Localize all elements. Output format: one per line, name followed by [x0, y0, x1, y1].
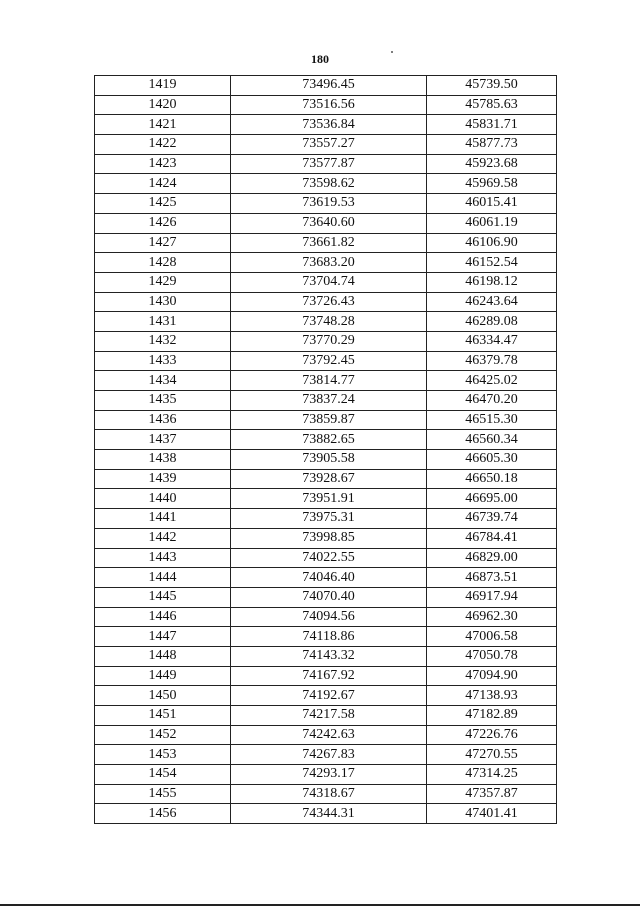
- x-coordinate-cell: 74022.55: [231, 548, 427, 568]
- point-id-cell: 1448: [95, 646, 231, 666]
- x-coordinate-cell: 73704.74: [231, 272, 427, 292]
- point-id-cell: 1445: [95, 587, 231, 607]
- bottom-frame-line: [0, 904, 640, 906]
- x-coordinate-cell: 73814.77: [231, 371, 427, 391]
- y-coordinate-cell: 46515.30: [427, 410, 557, 430]
- table-row: [95, 686, 557, 706]
- table-row: [95, 745, 557, 765]
- x-coordinate-cell: 73998.85: [231, 528, 427, 548]
- point-id-cell: 1422: [95, 135, 231, 155]
- y-coordinate-cell: 45877.73: [427, 135, 557, 155]
- y-coordinate-cell: 47226.76: [427, 725, 557, 745]
- x-coordinate-cell: 73770.29: [231, 331, 427, 351]
- x-coordinate-cell: 73975.31: [231, 509, 427, 529]
- table-row: [95, 312, 557, 332]
- table-row: [95, 706, 557, 726]
- y-coordinate-cell: 47401.41: [427, 804, 557, 824]
- table-row: [95, 331, 557, 351]
- point-id-cell: 1428: [95, 253, 231, 273]
- table-row: [95, 194, 557, 214]
- x-coordinate-cell: 73748.28: [231, 312, 427, 332]
- point-id-cell: 1433: [95, 351, 231, 371]
- point-id-cell: 1431: [95, 312, 231, 332]
- point-id-cell: 1450: [95, 686, 231, 706]
- x-coordinate-cell: 73905.58: [231, 450, 427, 470]
- table-row: [95, 489, 557, 509]
- y-coordinate-cell: 46873.51: [427, 568, 557, 588]
- point-id-cell: 1432: [95, 331, 231, 351]
- table-row: [95, 804, 557, 824]
- point-id-cell: 1439: [95, 469, 231, 489]
- x-coordinate-cell: 74046.40: [231, 568, 427, 588]
- table-row: [95, 765, 557, 785]
- table-row: [95, 627, 557, 647]
- x-coordinate-cell: 74318.67: [231, 784, 427, 804]
- x-coordinate-cell: 73928.67: [231, 469, 427, 489]
- table-row: [95, 253, 557, 273]
- y-coordinate-cell: 47357.87: [427, 784, 557, 804]
- point-id-cell: 1455: [95, 784, 231, 804]
- x-coordinate-cell: 73557.27: [231, 135, 427, 155]
- y-coordinate-cell: 46243.64: [427, 292, 557, 312]
- x-coordinate-cell: 74344.31: [231, 804, 427, 824]
- x-coordinate-cell: 74293.17: [231, 765, 427, 785]
- point-id-cell: 1452: [95, 725, 231, 745]
- point-id-cell: 1443: [95, 548, 231, 568]
- x-coordinate-cell: 74217.58: [231, 706, 427, 726]
- point-id-cell: 1437: [95, 430, 231, 450]
- table-row: [95, 666, 557, 686]
- point-id-cell: 1427: [95, 233, 231, 253]
- x-coordinate-cell: 73536.84: [231, 115, 427, 135]
- table-row: [95, 272, 557, 292]
- point-id-cell: 1435: [95, 391, 231, 411]
- y-coordinate-cell: 46962.30: [427, 607, 557, 627]
- y-coordinate-cell: 46829.00: [427, 548, 557, 568]
- coordinate-table: [94, 75, 557, 824]
- x-coordinate-cell: 73726.43: [231, 292, 427, 312]
- point-id-cell: 1441: [95, 509, 231, 529]
- x-coordinate-cell: 74118.86: [231, 627, 427, 647]
- y-coordinate-cell: 47270.55: [427, 745, 557, 765]
- x-coordinate-cell: 73619.53: [231, 194, 427, 214]
- point-id-cell: 1442: [95, 528, 231, 548]
- y-coordinate-cell: 45923.68: [427, 154, 557, 174]
- point-id-cell: 1451: [95, 706, 231, 726]
- y-coordinate-cell: 47094.90: [427, 666, 557, 686]
- table-row: [95, 213, 557, 233]
- x-coordinate-cell: 73859.87: [231, 410, 427, 430]
- point-id-cell: 1423: [95, 154, 231, 174]
- table-row: [95, 292, 557, 312]
- x-coordinate-cell: 74094.56: [231, 607, 427, 627]
- x-coordinate-cell: 73516.56: [231, 95, 427, 115]
- y-coordinate-cell: 46198.12: [427, 272, 557, 292]
- point-id-cell: 1436: [95, 410, 231, 430]
- table-row: [95, 76, 557, 96]
- page-number: 180: [311, 52, 329, 66]
- y-coordinate-cell: 45785.63: [427, 95, 557, 115]
- y-coordinate-cell: 46650.18: [427, 469, 557, 489]
- table-row: [95, 568, 557, 588]
- table-row: [95, 410, 557, 430]
- x-coordinate-cell: 73496.45: [231, 76, 427, 96]
- point-id-cell: 1449: [95, 666, 231, 686]
- table-row: [95, 548, 557, 568]
- table-row: [95, 351, 557, 371]
- y-coordinate-cell: 47138.93: [427, 686, 557, 706]
- table-row: [95, 469, 557, 489]
- y-coordinate-cell: 46015.41: [427, 194, 557, 214]
- y-coordinate-cell: 46917.94: [427, 587, 557, 607]
- y-coordinate-cell: 46784.41: [427, 528, 557, 548]
- x-coordinate-cell: 73598.62: [231, 174, 427, 194]
- y-coordinate-cell: 46379.78: [427, 351, 557, 371]
- y-coordinate-cell: 45739.50: [427, 76, 557, 96]
- x-coordinate-cell: 74167.92: [231, 666, 427, 686]
- x-coordinate-cell: 73837.24: [231, 391, 427, 411]
- y-coordinate-cell: 47006.58: [427, 627, 557, 647]
- table-row: [95, 784, 557, 804]
- table-row: [95, 725, 557, 745]
- point-id-cell: 1446: [95, 607, 231, 627]
- y-coordinate-cell: 46152.54: [427, 253, 557, 273]
- table-row: [95, 174, 557, 194]
- point-id-cell: 1454: [95, 765, 231, 785]
- table-row: [95, 646, 557, 666]
- table-row: [95, 430, 557, 450]
- point-id-cell: 1424: [95, 174, 231, 194]
- x-coordinate-cell: 73640.60: [231, 213, 427, 233]
- point-id-cell: 1434: [95, 371, 231, 391]
- x-coordinate-cell: 73951.91: [231, 489, 427, 509]
- point-id-cell: 1453: [95, 745, 231, 765]
- x-coordinate-cell: 73577.87: [231, 154, 427, 174]
- table-body: [95, 76, 557, 824]
- table-row: [95, 233, 557, 253]
- y-coordinate-cell: 46425.02: [427, 371, 557, 391]
- y-coordinate-cell: 46470.20: [427, 391, 557, 411]
- table-row: [95, 135, 557, 155]
- table-row: [95, 154, 557, 174]
- y-coordinate-cell: 46106.90: [427, 233, 557, 253]
- x-coordinate-cell: 74192.67: [231, 686, 427, 706]
- x-coordinate-cell: 74267.83: [231, 745, 427, 765]
- x-coordinate-cell: 73882.65: [231, 430, 427, 450]
- y-coordinate-cell: 46334.47: [427, 331, 557, 351]
- y-coordinate-cell: 46605.30: [427, 450, 557, 470]
- y-coordinate-cell: 47314.25: [427, 765, 557, 785]
- y-coordinate-cell: 46739.74: [427, 509, 557, 529]
- point-id-cell: 1456: [95, 804, 231, 824]
- point-id-cell: 1426: [95, 213, 231, 233]
- point-id-cell: 1438: [95, 450, 231, 470]
- point-id-cell: 1419: [95, 76, 231, 96]
- y-coordinate-cell: 47050.78: [427, 646, 557, 666]
- y-coordinate-cell: 46695.00: [427, 489, 557, 509]
- point-id-cell: 1447: [95, 627, 231, 647]
- y-coordinate-cell: 46289.08: [427, 312, 557, 332]
- table-row: [95, 528, 557, 548]
- table-row: [95, 95, 557, 115]
- table-row: [95, 607, 557, 627]
- point-id-cell: 1430: [95, 292, 231, 312]
- y-coordinate-cell: 45969.58: [427, 174, 557, 194]
- point-id-cell: 1425: [95, 194, 231, 214]
- x-coordinate-cell: 74242.63: [231, 725, 427, 745]
- y-coordinate-cell: 46560.34: [427, 430, 557, 450]
- x-coordinate-cell: 74070.40: [231, 587, 427, 607]
- x-coordinate-cell: 73683.20: [231, 253, 427, 273]
- y-coordinate-cell: 47182.89: [427, 706, 557, 726]
- y-coordinate-cell: 46061.19: [427, 213, 557, 233]
- x-coordinate-cell: 74143.32: [231, 646, 427, 666]
- point-id-cell: 1440: [95, 489, 231, 509]
- scan-speck: [391, 51, 393, 53]
- x-coordinate-cell: 73661.82: [231, 233, 427, 253]
- table-row: [95, 509, 557, 529]
- table-row: [95, 371, 557, 391]
- table-row: [95, 115, 557, 135]
- y-coordinate-cell: 45831.71: [427, 115, 557, 135]
- table-row: [95, 450, 557, 470]
- point-id-cell: 1420: [95, 95, 231, 115]
- point-id-cell: 1429: [95, 272, 231, 292]
- table-row: [95, 587, 557, 607]
- table-row: [95, 391, 557, 411]
- x-coordinate-cell: 73792.45: [231, 351, 427, 371]
- point-id-cell: 1444: [95, 568, 231, 588]
- point-id-cell: 1421: [95, 115, 231, 135]
